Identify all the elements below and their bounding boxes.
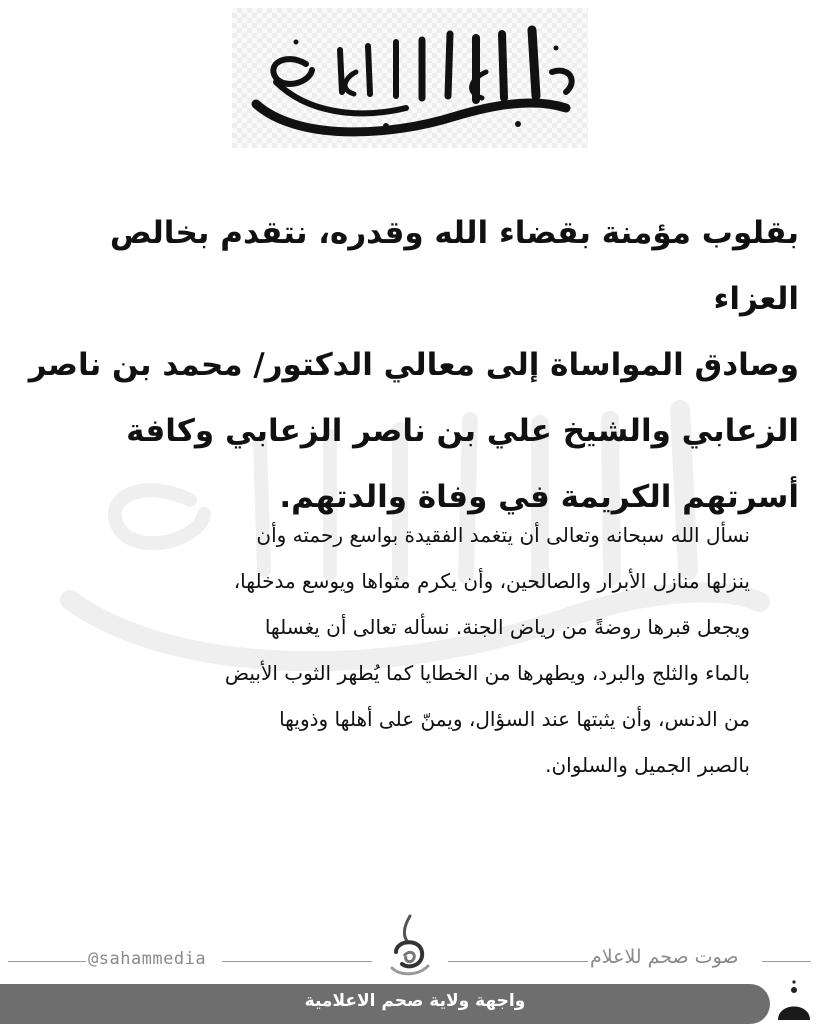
prayer-line: بالصبر الجميل والسلوان.: [545, 753, 750, 777]
saham-media-logo-icon: [374, 912, 446, 984]
prayer-line: نسأل الله سبحانه وتعالى أن يتغمد الفقيدة بواسع رحمته وأن: [256, 523, 750, 547]
prayer-line: ينزلها منازل الأبرار والصالحين، وأن يكرم مثواها ويوسع مدخلها،: [233, 569, 750, 593]
prayer-paragraph: [70, 512, 750, 788]
calligraphy-logo: [236, 12, 584, 144]
heading-line: وصادق المواساة إلى معالي الدكتور/ محمد بن ناصر: [28, 347, 799, 383]
bottom-banner-label: واجهة ولاية صحم الاعلامية: [304, 991, 526, 1011]
corner-brand-icon: [772, 976, 816, 1022]
heading-line: الزعابي والشيخ علي بن ناصر الزعابي وكافة: [126, 413, 799, 449]
prayer-line: من الدنس، وأن يثبتها عند السؤال، ويمنّ على أهلها وذويها: [279, 707, 750, 731]
prayer-line: بالماء والثلج والبرد، ويطهرها من الخطايا كما يُطهر الثوب الأبيض: [224, 661, 750, 685]
footer-divider: [762, 961, 811, 962]
prayer-line: ويجعل قبرها روضةً من رياض الجنة. نسأله تعالى أن يغسلها: [264, 615, 750, 639]
footer-divider: [8, 961, 86, 962]
condolence-heading: [20, 200, 799, 530]
social-handle[interactable]: @sahammedia: [88, 949, 207, 969]
footer-divider: [448, 961, 588, 962]
footer-divider: [222, 961, 372, 962]
footer-slogan: صوت صحم للاعلام: [590, 946, 739, 968]
heading-line: أسرتهم الكريمة في وفاة والدتهم.: [279, 479, 799, 515]
heading-line: بقلوب مؤمنة بقضاء الله وقدره، نتقدم بخالص العزاء: [109, 215, 799, 317]
